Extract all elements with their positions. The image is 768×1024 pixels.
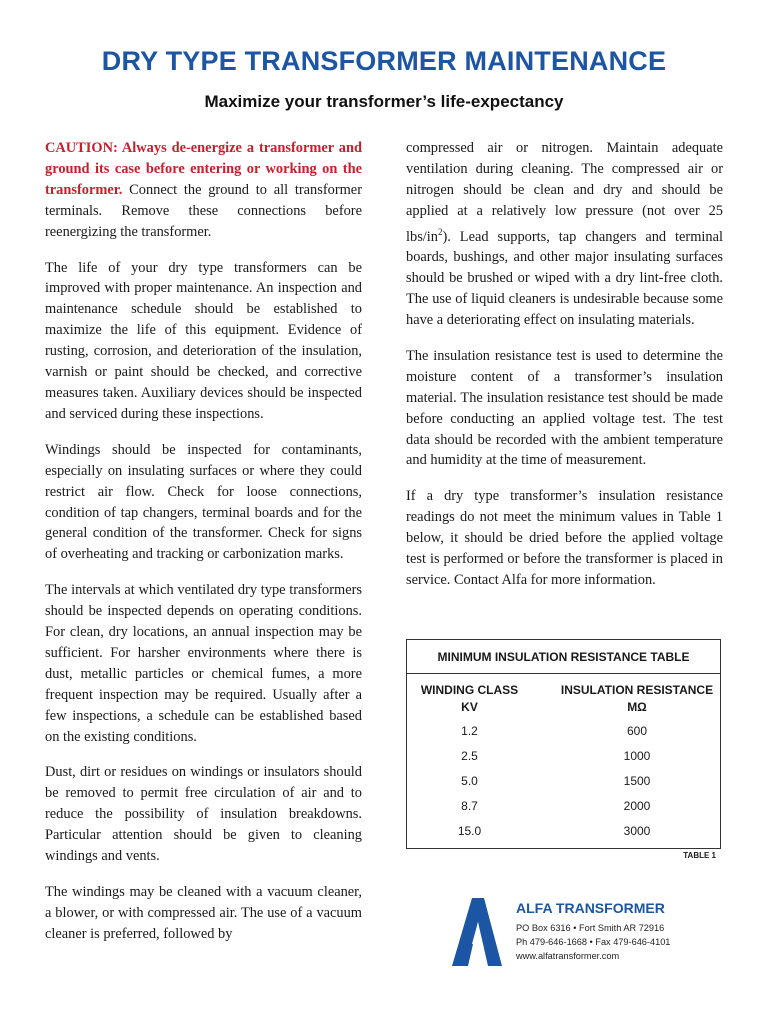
compressed-air-text-b: ). Lead supports, tap changers and terminal boards, bushings, and other major insulating surfaces should be brushed or wiped with a dry lint-free cloth. The use of liquid cleaners is undesirable because some have a deteriorating effect on insulating materials. bbox=[406, 228, 723, 329]
cell-kv: 2.5 bbox=[461, 749, 478, 763]
company-name: ALFA TRANSFORMER bbox=[516, 900, 665, 916]
table-row bbox=[407, 774, 720, 799]
cell-resistance: 3000 bbox=[623, 824, 651, 838]
column-header-line: KV bbox=[461, 700, 478, 714]
caution-text: CAUTION: Always de-energize a transformer and ground its case before entering or working on the transformer. bbox=[45, 140, 362, 198]
company-block bbox=[516, 900, 670, 963]
left-column bbox=[45, 138, 362, 960]
column-header-winding-class bbox=[407, 682, 532, 716]
cell-resistance: 2000 bbox=[623, 799, 651, 813]
column-header-insulation-resistance bbox=[552, 682, 722, 716]
alfa-logo-icon bbox=[448, 896, 504, 968]
paragraph-life: The life of your dry type transformers can be improved with proper maintenance. An inspection and maintenance schedule should be established to maximize the life of this equipment. Evidence of rusting, corrosion, and deterioration of the insulation, varnish or paint should be checked, and corrective measures taken. Auxiliary devices should be inspected and serviced during these inspections. bbox=[45, 259, 362, 422]
paragraph-windings: Windings should be inspected for contaminants, especially on insulating surfaces or where they could restrict air flow. Check for loose connections, condition of tap changers, terminal boards and for the general condition of the transformer. Check for signs of overheating and tracking or carbonization marks. bbox=[45, 441, 362, 563]
column-header-line: MΩ bbox=[627, 700, 647, 714]
compressed-air-text-a: compressed air or nitrogen. Maintain adequate ventilation during cleaning. The compressed air or nitrogen should be clean and dry and should be applied at a relatively low pressure (not over 25 lbs/in bbox=[406, 140, 723, 245]
column-header-line: INSULATION RESISTANCE bbox=[560, 683, 714, 697]
table-row bbox=[407, 799, 720, 824]
cell-resistance: 600 bbox=[626, 724, 648, 738]
right-column bbox=[406, 138, 723, 606]
paragraph-intervals: The intervals at which ventilated dry type transformers should be inspected depends on operating conditions. For clean, dry locations, an annual inspection may be sufficient. For harsher environments where there is dust, metallic particles or chemical fumes, a more frequent inspection may be required. Usually after a few inspections, a schedule can be established based on the existing conditions. bbox=[45, 582, 362, 745]
table-caption: TABLE 1 bbox=[683, 851, 716, 860]
page-subtitle: Maximize your transformer’s life-expectancy bbox=[204, 92, 564, 111]
company-website[interactable]: www.alfatransformer.com bbox=[516, 951, 620, 961]
paragraph-insulation-test: The insulation resistance test is used to determine the moisture content of a transformer’s insulation material. The insulation resistance test should be made before conducting an applied voltage test. The test data should be recorded with the ambient temperature and humidity at the time of measurement. bbox=[406, 347, 723, 469]
cell-kv: 1.2 bbox=[461, 724, 478, 738]
paragraph-compressed-air bbox=[406, 138, 723, 331]
cell-kv: 8.7 bbox=[461, 799, 478, 813]
company-address: PO Box 6316 • Fort Smith AR 72916 bbox=[516, 923, 665, 933]
table-title: MINIMUM INSULATION RESISTANCE TABLE bbox=[437, 650, 690, 664]
paragraph-drying: If a dry type transformer’s insulation resistance readings do not meet the minimum values in Table 1 below, it should be dried before the applied voltage test is performed or before the transformer is placed in service. Contact Alfa for more information. bbox=[406, 488, 723, 589]
insulation-resistance-table bbox=[406, 639, 721, 849]
cell-kv: 5.0 bbox=[461, 774, 478, 788]
paragraph-dust: Dust, dirt or residues on windings or insulators should be removed to permit free circulation of air and to reduce the possibility of insulation breakdowns. Particular attention should be given to cleaning windings and vents. bbox=[45, 764, 362, 865]
cell-resistance: 1000 bbox=[623, 749, 651, 763]
cell-resistance: 1500 bbox=[623, 774, 651, 788]
table-body bbox=[407, 724, 720, 849]
table-row bbox=[407, 749, 720, 774]
superscript: 2 bbox=[438, 226, 443, 237]
caution-paragraph bbox=[45, 138, 362, 243]
table-divider bbox=[407, 673, 720, 674]
cell-kv: 15.0 bbox=[457, 824, 482, 838]
caution-rest-text: Connect the ground to all transformer terminals. Remove these connections before reenergizing the transformer. bbox=[45, 181, 362, 240]
page-title: DRY TYPE TRANSFORMER MAINTENANCE bbox=[101, 46, 667, 76]
paragraph-cleaning: The windings may be cleaned with a vacuum cleaner, a blower, or with compressed air. The use of a vacuum cleaner is preferred, followed by bbox=[45, 884, 362, 942]
company-phone: Ph 479-646-1668 • Fax 479-646-4101 bbox=[516, 937, 671, 947]
column-header-line: WINDING CLASS bbox=[420, 683, 519, 697]
table-row bbox=[407, 724, 720, 749]
table-row bbox=[407, 824, 720, 849]
